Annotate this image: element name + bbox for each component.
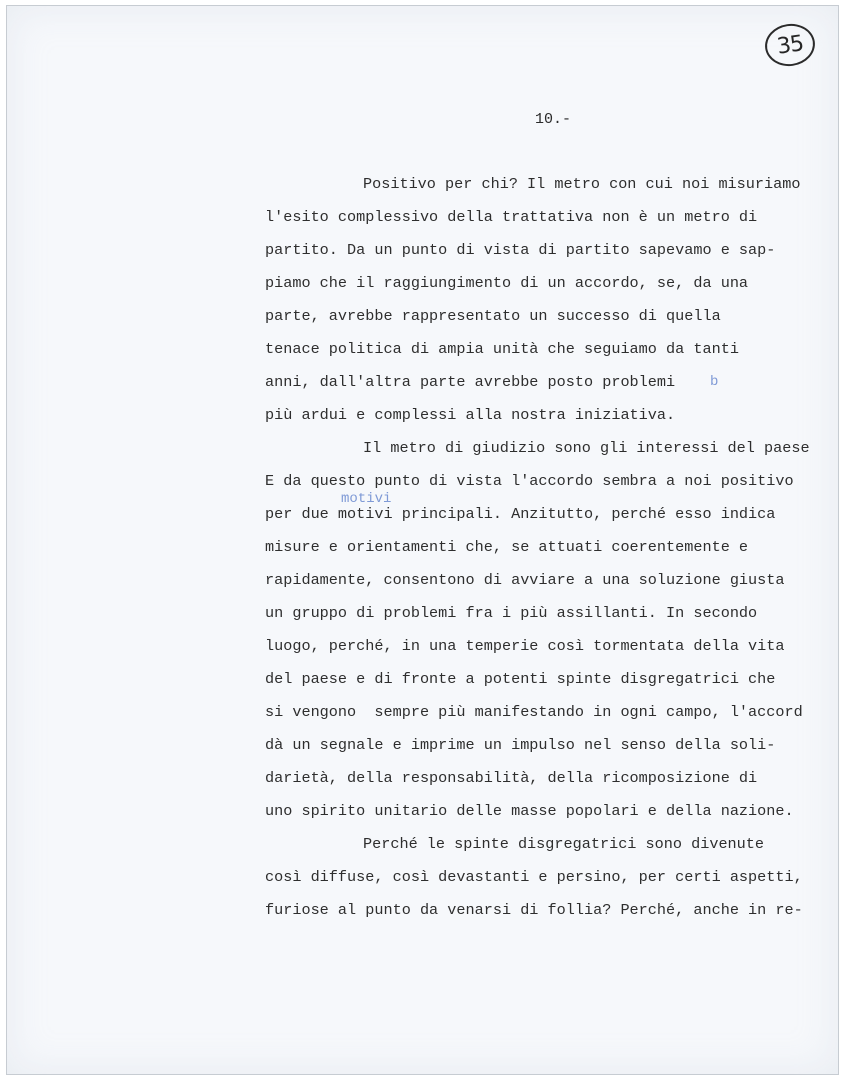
text-line: rapidamente, consentono di avviare a una soluzione giusta [265,571,785,589]
text-line: del paese e di fronte a potenti spinte disgregatrici che [265,670,776,688]
text-line: Positivo per chi? Il metro con cui noi misuriamo [363,175,801,193]
document-page [6,5,839,1075]
text-line: più ardui e complessi alla nostra iniziativa. [265,406,676,424]
text-line: darietà, della responsabilità, della ricomposizione di [265,769,758,787]
text-line: piamo che il raggiungimento di un accordo, se, da una [265,274,749,292]
text-line: luogo, perché, in una temperie così tormentata della vita [265,637,785,655]
text-line: un gruppo di problemi fra i più assillanti. In secondo [265,604,758,622]
text-line: furiose al punto da venarsi di follia? Perché, anche in re- [265,901,803,919]
text-line: dà un segnale e imprime un impulso nel senso della soli- [265,736,776,754]
text-line: Il metro di giudizio sono gli interessi del paese [363,439,810,457]
margin-annotation: b [710,374,719,390]
text-line: si vengono sempre più manifestando in ogni campo, l'accord [265,703,803,721]
text-line: per due motivi principali. Anzitutto, perché esso indica [265,505,776,523]
text-line: E da questo punto di vista l'accordo sembra a noi positivo [265,472,794,490]
text-line: partito. Da un punto di vista di partito sapevamo e sap- [265,241,776,259]
text-line: anni, dall'altra parte avrebbe posto problemi [265,373,676,391]
interlinear-annotation: motivi [341,491,392,507]
circled-page-stamp: 35 [762,21,817,70]
page-heading: 10.- [535,111,572,128]
text-line: uno spirito unitario delle masse popolari e della nazione. [265,802,794,820]
text-line: misure e orientamenti che, se attuati coerentemente e [265,538,749,556]
text-line: parte, avrebbe rappresentato un successo di quella [265,307,721,325]
text-line: così diffuse, così devastanti e persino, per certi aspetti, [265,868,803,886]
text-line: l'esito complessivo della trattativa non è un metro di [265,208,758,226]
text-line: Perché le spinte disgregatrici sono divenute [363,835,765,853]
text-line: tenace politica di ampia unità che seguiamo da tanti [265,340,739,358]
